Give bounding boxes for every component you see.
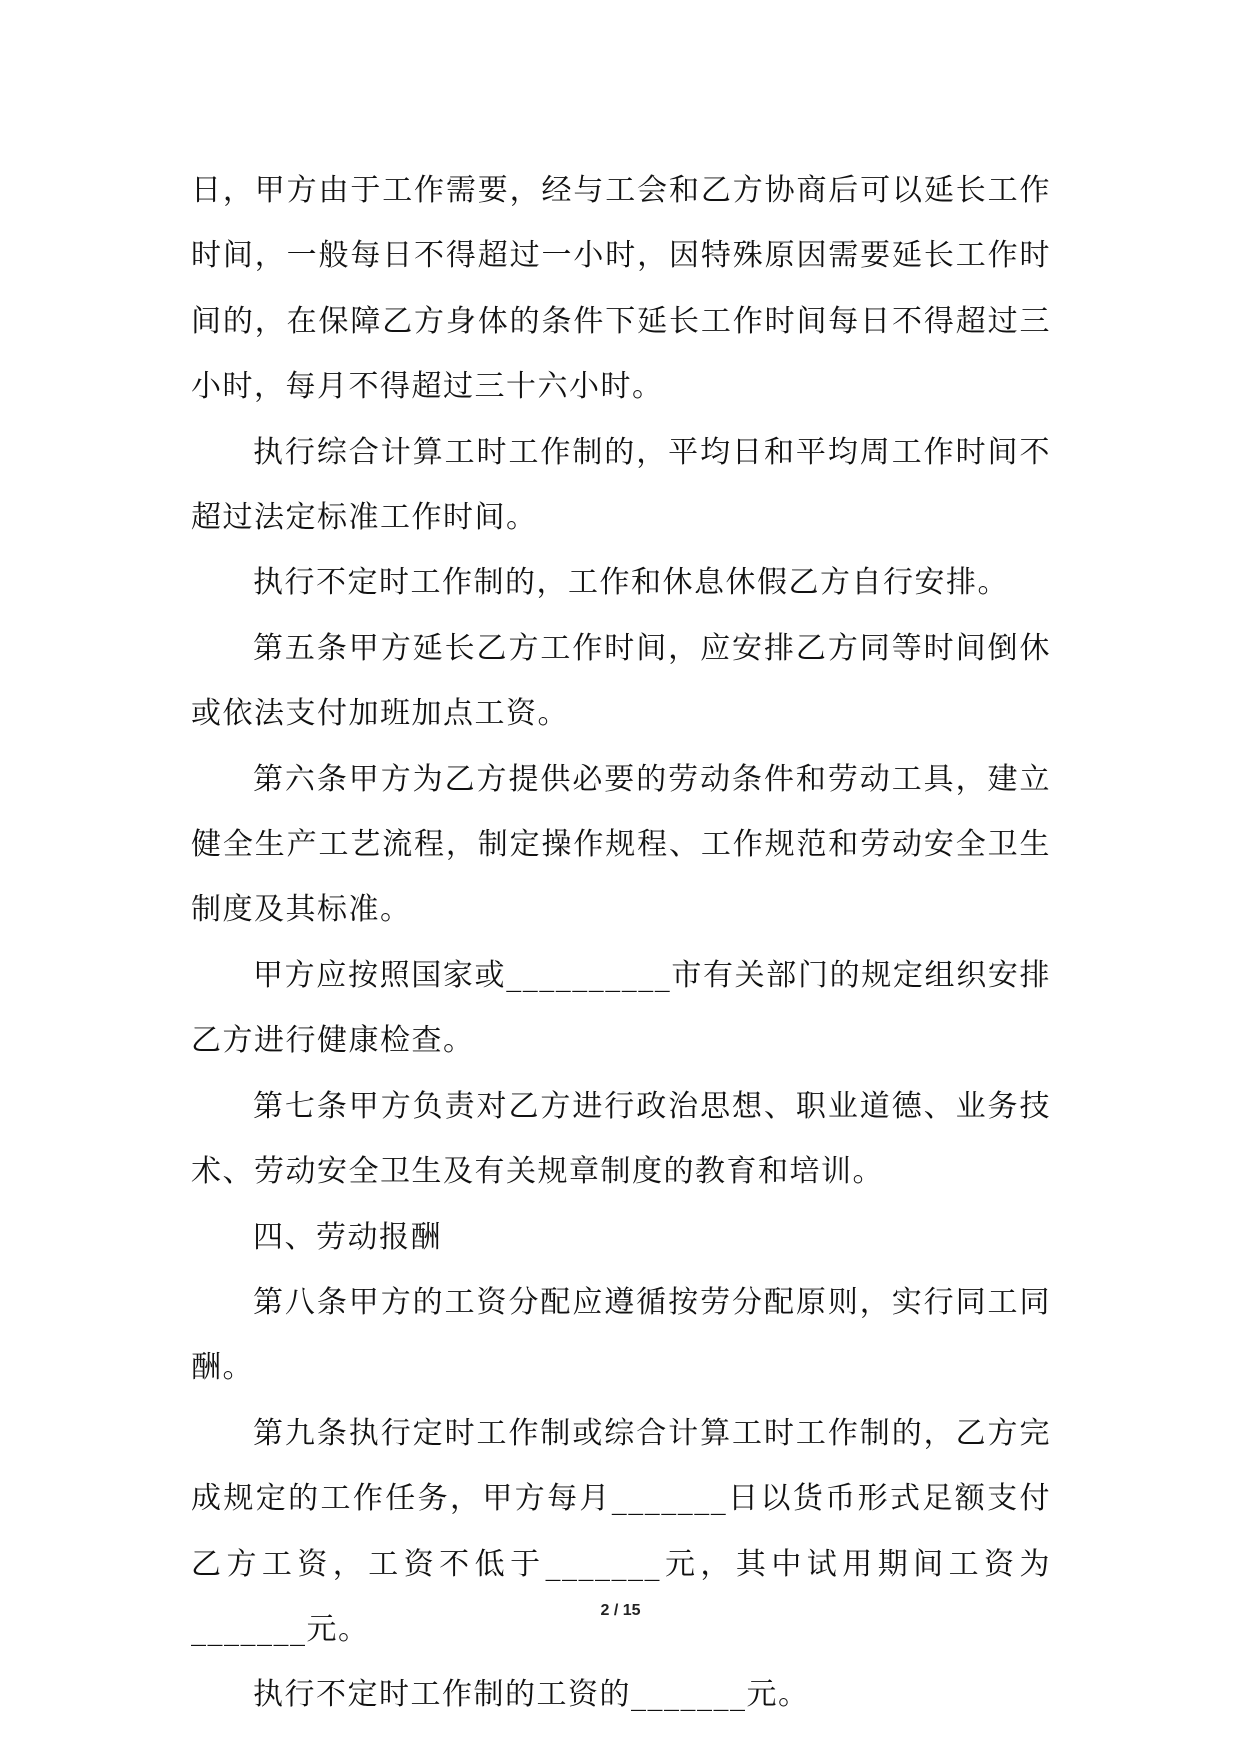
section-heading-remuneration: 四、劳动报酬	[253, 1219, 442, 1255]
document-body	[191, 158, 1051, 1728]
paragraph-comprehensive-hours: 执行综合计算工时工作制的，平均日和平均周工作时间不超过法定标准工作时间。	[191, 434, 1051, 536]
paragraph-flexible-hours: 执行不定时工作制的，工作和休息休假乙方自行安排。	[253, 565, 1009, 601]
paragraph-article-8: 第八条甲方的工资分配应遵循按劳分配原则，实行同工同酬。	[191, 1284, 1051, 1386]
paragraph-article-6: 第六条甲方为乙方提供必要的劳动条件和劳动工具，建立健全生产工艺流程，制定操作规程、工作规范和劳动安全卫生制度及其标准。	[191, 761, 1051, 928]
paragraph-flexible-wage: 执行不定时工作制的工资的_______元。	[253, 1677, 810, 1713]
page-number: 2 / 15	[600, 1602, 641, 1619]
paragraph-article-9: 第九条执行定时工作制或综合计算工时工作制的，乙方完成规定的工作任务，甲方每月_______日以货币形式足额支付乙方工资，工资不低于_______元，其中试用期间工资为_______元。	[191, 1415, 1051, 1647]
paragraph-continuation: 日，甲方由于工作需要，经与工会和乙方协商后可以延长工作时间，一般每日不得超过一小时，因特殊原因需要延长工作时间的，在保障乙方身体的条件下延长工作时间每日不得超过三小时，每月不得超过三十六小时。	[191, 173, 1051, 405]
paragraph-article-7: 第七条甲方负责对乙方进行政治思想、职业道德、业务技术、劳动安全卫生及有关规章制度的教育和培训。	[191, 1088, 1051, 1190]
paragraph-health-check: 甲方应按照国家或__________市有关部门的规定组织安排乙方进行健康检查。	[191, 957, 1051, 1059]
paragraph-article-5: 第五条甲方延长乙方工作时间，应安排乙方同等时间倒休或依法支付加班加点工资。	[191, 630, 1051, 732]
